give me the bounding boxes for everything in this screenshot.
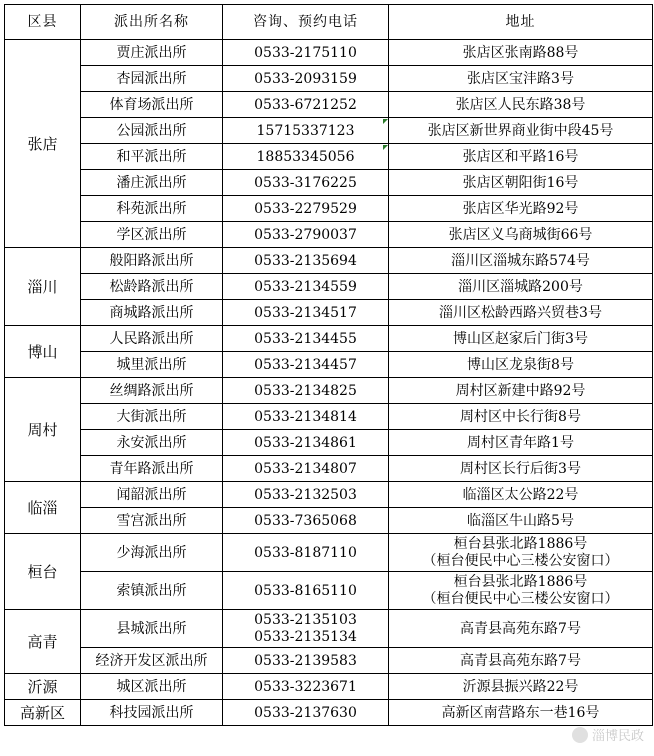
phone-number: 0533-2790037 bbox=[254, 226, 357, 243]
phone-number: 0533-8165110 bbox=[254, 582, 357, 599]
table-row bbox=[5, 196, 653, 222]
address-line: （桓台便民中心三楼公安窗口） bbox=[422, 552, 619, 569]
phone-number: 0533-6721252 bbox=[254, 96, 357, 113]
table-row bbox=[5, 66, 653, 92]
phone-cell bbox=[223, 300, 389, 326]
phone-number: 0533-3176225 bbox=[254, 174, 357, 191]
table-row bbox=[5, 118, 653, 144]
address-line: 淄川区松龄西路兴贸巷3号 bbox=[439, 304, 602, 321]
station-name-cell: 闻韶派出所 bbox=[81, 482, 223, 508]
table-row bbox=[5, 674, 653, 700]
address-line: 临淄区牛山路5号 bbox=[467, 512, 574, 529]
header-station-name: 派出所名称 bbox=[81, 5, 223, 40]
address-line: 博山区赵家后门街3号 bbox=[453, 330, 588, 347]
table-row bbox=[5, 572, 653, 610]
cell-comment-marker bbox=[383, 145, 388, 150]
address-cell bbox=[389, 222, 653, 248]
station-name-cell: 索镇派出所 bbox=[81, 572, 223, 610]
phone-number: 0533-2134807 bbox=[254, 460, 357, 477]
phone-number: 0533-2134559 bbox=[254, 278, 357, 295]
phone-cell bbox=[223, 700, 389, 726]
phone-cell bbox=[223, 118, 389, 144]
address-cell bbox=[389, 572, 653, 610]
address-cell bbox=[389, 700, 653, 726]
address-line: 张店区华光路92号 bbox=[462, 200, 579, 217]
table-row bbox=[5, 430, 653, 456]
address-cell bbox=[389, 326, 653, 352]
address-cell bbox=[389, 274, 653, 300]
station-name-cell: 城区派出所 bbox=[81, 674, 223, 700]
header-row bbox=[5, 5, 653, 40]
cell-comment-marker bbox=[383, 119, 388, 124]
phone-cell bbox=[223, 66, 389, 92]
address-cell bbox=[389, 610, 653, 648]
district-cell: 临淄 bbox=[5, 482, 81, 534]
table-row bbox=[5, 222, 653, 248]
phone-cell bbox=[223, 482, 389, 508]
district-cell: 桓台 bbox=[5, 534, 81, 610]
phone-cell bbox=[223, 534, 389, 572]
table-row bbox=[5, 378, 653, 404]
address-line: 高新区南营路东一巷16号 bbox=[441, 704, 600, 721]
address-cell bbox=[389, 456, 653, 482]
address-line: 张店区朝阳街16号 bbox=[462, 174, 579, 191]
phone-cell bbox=[223, 326, 389, 352]
address-line: 沂源县振兴路22号 bbox=[462, 678, 579, 695]
phone-cell bbox=[223, 430, 389, 456]
station-name-cell: 永安派出所 bbox=[81, 430, 223, 456]
address-line: 淄川区淄城东路574号 bbox=[451, 252, 590, 269]
district-cell: 博山 bbox=[5, 326, 81, 378]
station-name-cell: 大街派出所 bbox=[81, 404, 223, 430]
address-line: 周村区中长行街8号 bbox=[460, 408, 581, 425]
address-line: 张店区人民东路38号 bbox=[455, 96, 586, 113]
police-station-table bbox=[4, 4, 653, 726]
district-cell: 张店 bbox=[5, 40, 81, 248]
header-district: 区县 bbox=[5, 5, 81, 40]
address-cell bbox=[389, 378, 653, 404]
district-cell: 周村 bbox=[5, 378, 81, 482]
phone-number: 0533-2135134 bbox=[254, 628, 357, 645]
address-line: 临淄区太公路22号 bbox=[462, 486, 579, 503]
address-line: 淄川区淄城路200号 bbox=[458, 278, 583, 295]
address-cell bbox=[389, 196, 653, 222]
station-name-cell: 松龄路派出所 bbox=[81, 274, 223, 300]
address-line: 博山区龙泉街8号 bbox=[467, 356, 574, 373]
header-address: 地址 bbox=[389, 5, 653, 40]
table-row bbox=[5, 648, 653, 674]
phone-cell bbox=[223, 572, 389, 610]
address-line: 高青县高苑东路7号 bbox=[460, 652, 581, 669]
table-row bbox=[5, 170, 653, 196]
table-row bbox=[5, 300, 653, 326]
station-name-cell: 商城路派出所 bbox=[81, 300, 223, 326]
phone-number: 0533-2279529 bbox=[254, 200, 357, 217]
district-cell: 高新区 bbox=[5, 700, 81, 726]
station-name-cell: 潘庄派出所 bbox=[81, 170, 223, 196]
table-row bbox=[5, 248, 653, 274]
phone-cell bbox=[223, 92, 389, 118]
phone-cell bbox=[223, 456, 389, 482]
address-line: 张店区和平路16号 bbox=[462, 148, 579, 165]
address-cell bbox=[389, 300, 653, 326]
phone-number: 0533-2134455 bbox=[254, 330, 357, 347]
phone-number: 0533-3223671 bbox=[254, 678, 357, 695]
address-cell bbox=[389, 482, 653, 508]
phone-number: 0533-2134517 bbox=[254, 304, 357, 321]
address-cell bbox=[389, 170, 653, 196]
station-name-cell: 般阳路派出所 bbox=[81, 248, 223, 274]
station-name-cell: 公园派出所 bbox=[81, 118, 223, 144]
phone-number: 0533-2175110 bbox=[254, 44, 357, 61]
phone-number: 0533-2134861 bbox=[254, 434, 357, 451]
table-row bbox=[5, 456, 653, 482]
phone-number: 0533-7365068 bbox=[254, 512, 357, 529]
phone-number: 0533-2135103 bbox=[254, 611, 357, 628]
table-row bbox=[5, 700, 653, 726]
phone-cell bbox=[223, 144, 389, 170]
table-row bbox=[5, 40, 653, 66]
watermark-text: 淄博民政 bbox=[591, 729, 644, 744]
station-name-cell: 经济开发区派出所 bbox=[81, 648, 223, 674]
phone-number: 0533-2139583 bbox=[254, 652, 357, 669]
table-row bbox=[5, 610, 653, 648]
phone-cell bbox=[223, 508, 389, 534]
phone-cell bbox=[223, 248, 389, 274]
address-cell bbox=[389, 534, 653, 572]
address-line: （桓台便民中心三楼公安窗口） bbox=[422, 590, 619, 607]
phone-number: 0533-2134814 bbox=[254, 408, 357, 425]
address-line: 周村区长行后街3号 bbox=[460, 460, 581, 477]
table-row bbox=[5, 352, 653, 378]
table-body bbox=[5, 40, 653, 726]
phone-cell bbox=[223, 378, 389, 404]
address-line: 高青县高苑东路7号 bbox=[460, 620, 581, 637]
station-name-cell: 科苑派出所 bbox=[81, 196, 223, 222]
address-cell bbox=[389, 404, 653, 430]
address-cell bbox=[389, 118, 653, 144]
wechat-logo-icon bbox=[572, 727, 588, 743]
phone-cell bbox=[223, 40, 389, 66]
station-name-cell: 城里派出所 bbox=[81, 352, 223, 378]
phone-number: 0533-2132503 bbox=[254, 486, 357, 503]
phone-cell bbox=[223, 170, 389, 196]
station-name-cell: 人民路派出所 bbox=[81, 326, 223, 352]
address-line: 桓台县张北路1886号 bbox=[453, 535, 588, 552]
phone-cell bbox=[223, 274, 389, 300]
phone-number: 0533-2135694 bbox=[254, 252, 357, 269]
address-cell bbox=[389, 248, 653, 274]
phone-number: 0533-2137630 bbox=[254, 704, 357, 721]
address-cell bbox=[389, 352, 653, 378]
address-cell bbox=[389, 40, 653, 66]
station-name-cell: 县城派出所 bbox=[81, 610, 223, 648]
address-cell bbox=[389, 92, 653, 118]
table-row bbox=[5, 326, 653, 352]
address-line: 张店区义乌商城街66号 bbox=[448, 226, 593, 243]
station-name-cell: 丝绸路派出所 bbox=[81, 378, 223, 404]
address-line: 张店区张南路88号 bbox=[462, 44, 579, 61]
phone-cell bbox=[223, 404, 389, 430]
phone-number: 18853345056 bbox=[256, 148, 355, 165]
phone-number: 15715337123 bbox=[256, 122, 355, 139]
table-row bbox=[5, 404, 653, 430]
phone-cell bbox=[223, 196, 389, 222]
phone-cell bbox=[223, 610, 389, 648]
station-name-cell: 体育场派出所 bbox=[81, 92, 223, 118]
address-cell bbox=[389, 144, 653, 170]
table-row bbox=[5, 508, 653, 534]
header-phone: 咨询、预约电话 bbox=[223, 5, 389, 40]
district-cell: 高青 bbox=[5, 610, 81, 674]
address-cell bbox=[389, 648, 653, 674]
station-name-cell: 少海派出所 bbox=[81, 534, 223, 572]
address-line: 周村区青年路1号 bbox=[467, 434, 574, 451]
address-cell bbox=[389, 508, 653, 534]
table-row bbox=[5, 482, 653, 508]
address-line: 张店区宝沣路3号 bbox=[467, 70, 574, 87]
table-row bbox=[5, 92, 653, 118]
phone-cell bbox=[223, 352, 389, 378]
watermark bbox=[572, 725, 644, 744]
address-line: 张店区新世界商业街中段45号 bbox=[427, 122, 614, 139]
station-name-cell: 杏园派出所 bbox=[81, 66, 223, 92]
phone-cell bbox=[223, 222, 389, 248]
table-row bbox=[5, 144, 653, 170]
phone-number: 0533-8187110 bbox=[254, 544, 357, 561]
phone-number: 0533-2134825 bbox=[254, 382, 357, 399]
phone-cell bbox=[223, 674, 389, 700]
district-cell: 淄川 bbox=[5, 248, 81, 326]
address-cell bbox=[389, 674, 653, 700]
phone-number: 0533-2134457 bbox=[254, 356, 357, 373]
address-cell bbox=[389, 430, 653, 456]
station-name-cell: 雪宫派出所 bbox=[81, 508, 223, 534]
station-name-cell: 贾庄派出所 bbox=[81, 40, 223, 66]
address-cell bbox=[389, 66, 653, 92]
address-line: 桓台县张北路1886号 bbox=[453, 573, 588, 590]
phone-cell bbox=[223, 648, 389, 674]
phone-number: 0533-2093159 bbox=[254, 70, 357, 87]
address-line: 周村区新建中路92号 bbox=[455, 382, 586, 399]
station-name-cell: 科技园派出所 bbox=[81, 700, 223, 726]
table-row bbox=[5, 274, 653, 300]
station-name-cell: 学区派出所 bbox=[81, 222, 223, 248]
station-name-cell: 和平派出所 bbox=[81, 144, 223, 170]
district-cell: 沂源 bbox=[5, 674, 81, 700]
station-name-cell: 青年路派出所 bbox=[81, 456, 223, 482]
table-row bbox=[5, 534, 653, 572]
